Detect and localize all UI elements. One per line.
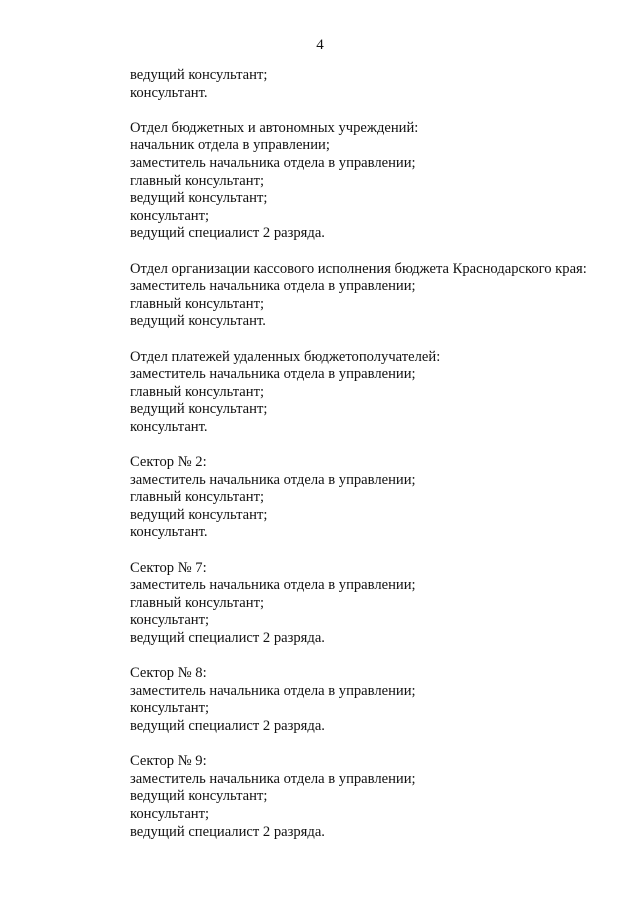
text-line: заместитель начальника отдела в управлении;: [130, 577, 416, 594]
text-line: ведущий специалист 2 разряда.: [130, 823, 325, 840]
section-title: Отдел организации кассового исполнения бюджета Краснодарского края:: [130, 260, 587, 277]
section-title: Отдел бюджетных и автономных учреждений:: [130, 119, 419, 136]
text-line: ведущий специалист 2 разряда.: [130, 717, 325, 734]
text-line: консультант.: [130, 84, 208, 101]
intro-block: [130, 67, 620, 102]
text-line: заместитель начальника отдела в управлении;: [130, 366, 416, 383]
section-title: Отдел платежей удаленных бюджетополучателей:: [130, 348, 441, 365]
section-budget-institutions: [130, 120, 620, 243]
paragraph-gap: [130, 436, 620, 454]
text-line: ведущий специалист 2 разряда.: [130, 225, 325, 242]
text-line: ведущий консультант.: [130, 313, 266, 330]
text-line: консультант;: [130, 700, 210, 717]
section-cash-execution: [130, 261, 620, 331]
text-line: ведущий консультант;: [130, 401, 268, 418]
section-sector-7: [130, 560, 620, 648]
section-sector-8: [130, 665, 620, 735]
text-line: ведущий консультант;: [130, 190, 268, 207]
paragraph-gap: [130, 648, 620, 666]
text-line: ведущий консультант;: [130, 67, 268, 83]
section-title: Сектор № 9:: [130, 753, 207, 770]
text-line: заместитель начальника отдела в управлении;: [130, 471, 416, 488]
text-line: консультант.: [130, 418, 208, 435]
text-line: заместитель начальника отдела в управлении;: [130, 682, 416, 699]
text-line: заместитель начальника отдела в управлении;: [130, 154, 416, 171]
text-line: главный консультант;: [130, 295, 265, 312]
paragraph-gap: [130, 331, 620, 349]
text-line: главный консультант;: [130, 594, 265, 611]
section-title: Сектор № 2:: [130, 454, 207, 471]
paragraph-gap: [130, 736, 620, 754]
section-title: Сектор № 7:: [130, 559, 207, 576]
text-line: консультант.: [130, 524, 208, 541]
text-line: главный консультант;: [130, 489, 265, 506]
document-body: [130, 67, 620, 841]
text-line: начальник отдела в управлении;: [130, 137, 330, 154]
text-line: ведущий специалист 2 разряда.: [130, 630, 325, 646]
paragraph-gap: [130, 243, 620, 261]
paragraph-gap: [130, 102, 620, 120]
text-line: заместитель начальника отдела в управлении;: [130, 770, 416, 787]
text-line: ведущий консультант;: [130, 788, 268, 805]
section-sector-9: [130, 753, 620, 841]
section-sector-2: [130, 454, 620, 542]
text-line: главный консультант;: [130, 172, 265, 189]
text-line: консультант;: [130, 612, 210, 629]
text-line: главный консультант;: [130, 383, 265, 400]
page-number: 4: [316, 37, 324, 53]
text-line: консультант;: [130, 805, 210, 822]
text-line: заместитель начальника отдела в управлении;: [130, 278, 416, 295]
text-line: консультант;: [130, 207, 210, 224]
text-line: ведущий консультант;: [130, 506, 268, 523]
section-title: Сектор № 8:: [130, 665, 207, 682]
paragraph-gap: [130, 542, 620, 560]
section-remote-payments: [130, 349, 620, 437]
